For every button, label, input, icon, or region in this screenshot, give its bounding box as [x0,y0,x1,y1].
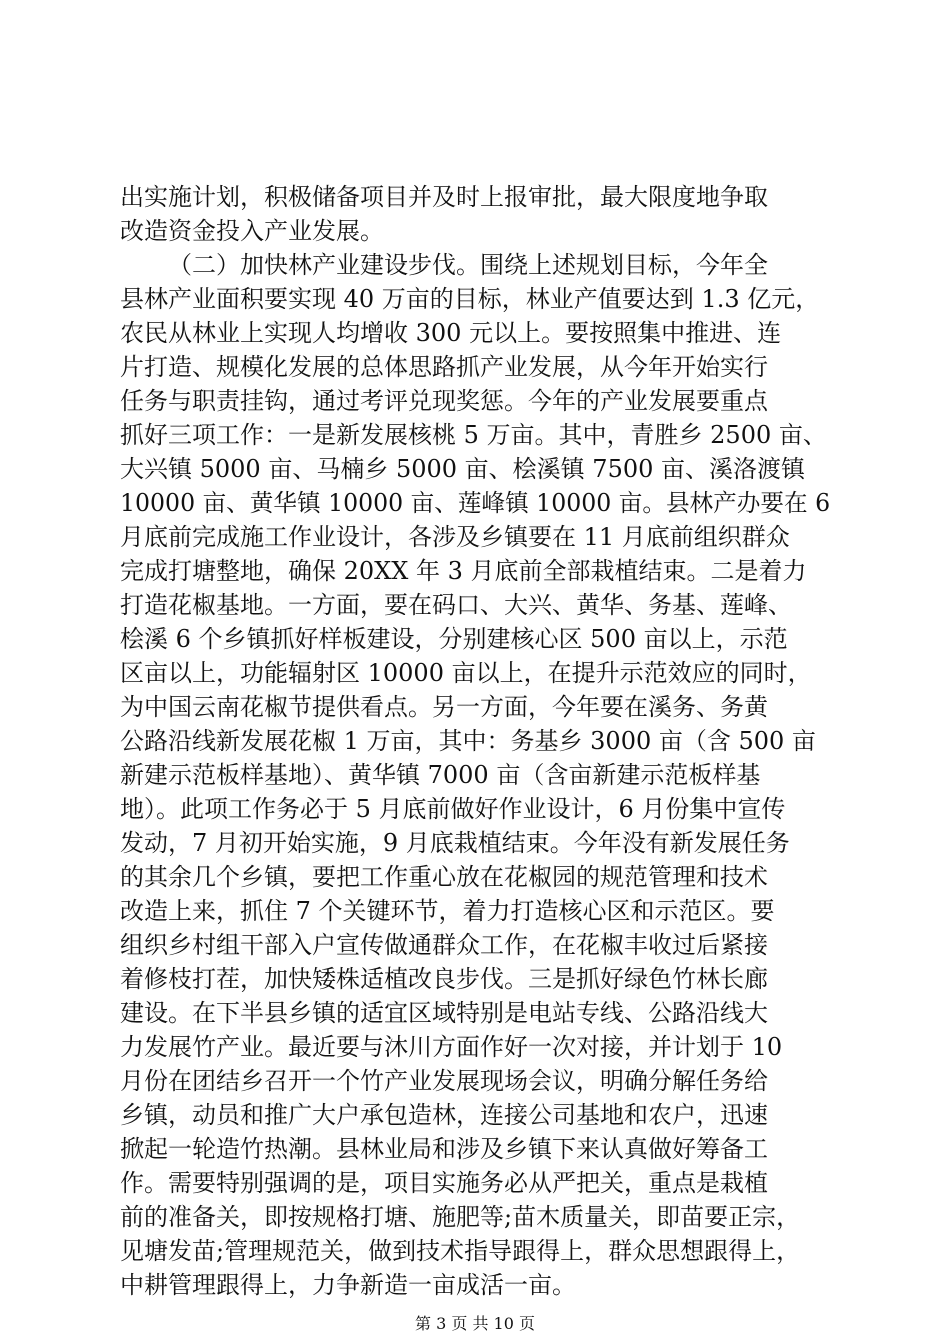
body-line: 乡镇，动员和推广大户承包造林，连接公司基地和农户，迅速 [120,1101,768,1129]
body-line: 前的准备关，即按规格打塘、施肥等;苗木质量关，即苗要正宗， [120,1203,801,1231]
body-line: 10000 亩、黄华镇 10000 亩、莲峰镇 10000 亩。县林产办要在 6 [120,489,831,517]
body-line: 桧溪 6 个乡镇抓好样板建设，分别建核心区 500 亩以上，示范 [120,625,788,653]
body-line: 发动，7 月初开始实施，9 月底栽植结束。今年没有新发展任务 [120,829,790,857]
body-line: 月底前完成施工作业设计，各涉及乡镇要在 11 月底前组织群众 [120,523,790,551]
body-line: 见塘发苗;管理规范关，做到技术指导跟得上，群众思想跟得上， [120,1237,801,1265]
body-line: 掀起一轮造竹热潮。县林业局和涉及乡镇下来认真做好筹备工 [120,1135,768,1163]
body-line: 完成打塘整地，确保 20XX 年 3 月底前全部栽植结束。二是着力 [120,557,807,585]
body-line: 公路沿线新发展花椒 1 万亩，其中：务基乡 3000 亩（含 500 亩 [120,727,816,755]
body-line: 月份在团结乡召开一个竹产业发展现场会议，明确分解任务给 [120,1067,768,1095]
body-line: 片打造、规模化发展的总体思路抓产业发展，从今年开始实行 [120,353,768,381]
body-line: 大兴镇 5000 亩、马楠乡 5000 亩、桧溪镇 7500 亩、溪洛渡镇 [120,455,806,483]
body-line: 县林产业面积要实现 40 万亩的目标，林业产值要达到 1.3 亿元， [120,285,820,313]
body-line: 中耕管理跟得上，力争新造一亩成活一亩。 [120,1271,576,1299]
body-line: 作。需要特别强调的是，项目实施务必从严把关，重点是栽植 [120,1169,768,1197]
body-line: 改造资金投入产业发展。 [120,217,384,245]
body-line: 为中国云南花椒节提供看点。另一方面，今年要在溪务、务黄 [120,693,768,721]
body-line: 建设。在下半县乡镇的适宜区域特别是电站专线、公路沿线大 [120,999,768,1027]
body-line: 的其余几个乡镇，要把工作重心放在花椒园的规范管理和技术 [120,863,768,891]
body-line: 区亩以上，功能辐射区 10000 亩以上，在提升示范效应的同时， [120,659,812,687]
body-line: 出实施计划，积极储备项目并及时上报审批，最大限度地争取 [120,183,768,211]
body-line: 农民从林业上实现人均增收 300 元以上。要按照集中推进、连 [120,319,782,347]
body-line: 组织乡村组干部入户宣传做通群众工作，在花椒丰收过后紧接 [120,931,768,959]
body-line: 打造花椒基地。一方面，要在码口、大兴、黄华、务基、莲峰、 [120,591,792,619]
body-line: 任务与职责挂钩，通过考评兑现奖惩。今年的产业发展要重点 [120,387,768,415]
body-line: 着修枝打茬，加快矮株适植改良步伐。三是抓好绿色竹林长廊 [120,965,768,993]
body-line: 改造上来，抓住 7 个关键环节，着力打造核心区和示范区。要 [120,897,775,925]
body-line: 抓好三项工作：一是新发展核桃 5 万亩。其中，青胜乡 2500 亩、 [120,421,827,449]
body-line: 地）。此项工作务必于 5 月底前做好作业设计，6 月份集中宣传 [120,795,786,823]
body-line: 力发展竹产业。最近要与沐川方面作好一次对接，并计划于 10 [120,1033,783,1061]
section-heading-line: （二）加快林产业建设步伐。围绕上述规划目标，今年全 [168,251,768,279]
body-line: 新建示范板样基地）、黄华镇 7000 亩（含亩新建示范板样基 [120,761,761,789]
page-number-footer: 第 3 页 共 10 页 [415,1314,535,1333]
